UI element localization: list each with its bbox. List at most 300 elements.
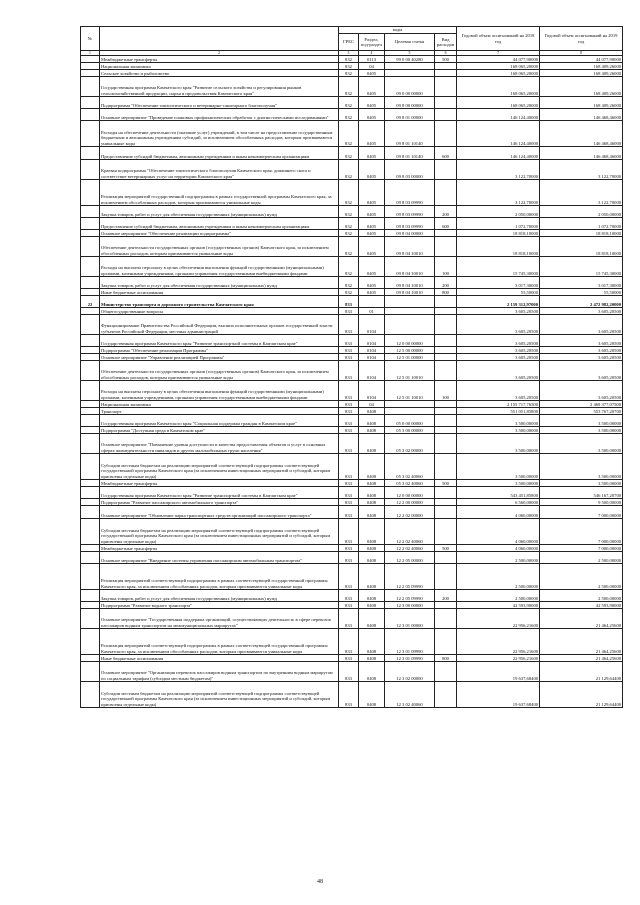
row-razdel: 0408 [359,480,385,487]
row-number [81,147,100,160]
table-row [81,160,623,180]
table-row [81,77,623,97]
row-amount-2019: 146 468,46000 [540,147,623,160]
row-expense-type [435,519,457,545]
row-grbs: 833 [339,487,359,499]
row-expense-type [435,109,457,121]
row-razdel: 0104 [359,361,385,381]
row-name: Основное мероприятие "Организация перевозок пассажиров водным транспортом по внутренним водным маршрутам по социальным тарифам (субсидии местным бюджетам)" [100,662,339,682]
table-row [81,427,623,434]
row-amount-2019: 3 500,00000 [540,415,623,427]
row-target-article [385,315,435,335]
row-target-article: 12 3 01 09990 [385,655,435,662]
row-amount-2018: 3 500,00000 [457,415,540,427]
row-razdel: 0408 [359,427,385,434]
row-target-article: 12 5 00 00000 [385,347,435,354]
row-name: Предоставление субсидий бюджетным, автономным учреждениям и иным некоммерческим организациям [100,147,339,160]
table-row [81,289,623,296]
row-razdel: 0104 [359,315,385,335]
row-amount-2019: 146 468,46000 [540,121,623,147]
row-amount-2018: 551 051,85800 [457,408,540,415]
row-razdel: 0405 [359,206,385,218]
row-expense-type [435,602,457,609]
table-row [81,590,623,602]
row-amount-2018: 146 124,40000 [457,147,540,160]
row-amount-2019: 3 500,00000 [540,427,623,434]
row-grbs: 833 [339,662,359,682]
row-name: Государственная программа Камчатского края "Развитие транспортной системы в Камчатском крае" [100,487,339,499]
row-name: Краевая подпрограмма "Обеспечение эпизоотического благополучия Камчатского края, домашнего скота и соответствие ветеринарных услуг на территории Камчатского края" [100,160,339,180]
row-amount-2019: 3 122,70000 [540,180,623,206]
row-amount-2019: 3 605,20500 [540,335,623,347]
row-razdel: 0408 [359,408,385,415]
row-amount-2019: 55,50000 [540,289,623,296]
row-name: Иные бюджетные ассигнования [100,289,339,296]
row-amount-2018: 2 050,00000 [457,206,540,218]
row-amount-2019: 146 468,46000 [540,109,623,121]
row-name: Закупка товаров, работ и услуг для обеспечения государственных (муниципальных) нужд [100,206,339,218]
row-name: Подпрограмма "Развитие пассажирского автомобильного транспорта" [100,499,339,506]
row-expense-type [435,487,457,499]
row-target-article: 12 3 01 00000 [385,609,435,629]
row-number [81,361,100,381]
table-row [81,335,623,347]
row-amount-2018: 22 956,21600 [457,655,540,662]
header-csr: Целевая статья [385,34,435,51]
table-row [81,434,623,454]
row-amount-2019: 7 000,00000 [540,506,623,519]
row-grbs: 833 [339,427,359,434]
column-index: 7 [457,51,540,56]
row-number [81,408,100,415]
row-expense-type: 200 [435,206,457,218]
row-name: Сельское хозяйство и рыболовство [100,70,339,77]
row-target-article: 12 2 00 00000 [385,499,435,506]
row-grbs: 832 [339,237,359,257]
row-target-article: 09 8 03 09990 [385,206,435,218]
row-expense-type [435,160,457,180]
row-name: Обеспечение деятельности государственных органов (государственных органов) Камчатского края, за исключением обособленных расходов, которым присваиваются уникальные коды [100,237,339,257]
row-razdel: 0408 [359,415,385,427]
row-grbs: 832 [339,277,359,289]
row-amount-2018: 3 500,00000 [457,427,540,434]
row-grbs: 833 [339,499,359,506]
row-name: Национальная экономика [100,63,339,70]
row-grbs: 832 [339,218,359,230]
row-expense-type: 100 [435,257,457,277]
row-expense-type [435,662,457,682]
row-target-article: 12 2 02 40060 [385,545,435,552]
row-expense-type [435,506,457,519]
page-number: 48 [317,879,323,885]
row-target-article [385,408,435,415]
row-amount-2018: 3 605,20500 [457,381,540,401]
row-amount-2018: 3 017,30000 [457,277,540,289]
row-number [81,218,100,230]
row-amount-2018: 6 560,00000 [457,499,540,506]
row-grbs: 832 [339,180,359,206]
row-expense-type: 500 [435,56,457,63]
row-razdel: 0408 [359,629,385,655]
row-number [81,662,100,682]
row-amount-2018: 4 060,00000 [457,545,540,552]
row-razdel: 0104 [359,347,385,354]
row-name: Функционирование Правительства Российской Федерации, высших исполнительных органов государственной власти субъектов Российской Федерации, местных администраций [100,315,339,335]
row-amount-2019: 3 605,20500 [540,308,623,315]
row-number [81,77,100,97]
row-name: Расходы на обеспечение деятельности (оказание услуг) учреждений, в том числе на предоставление государственным бюджетным и автономным учреждениям субсидий, за исключением обособленных расходов, которым присваиваются уникальные коды [100,121,339,147]
row-amount-2019: 2 500,00000 [540,564,623,590]
row-grbs: 833 [339,480,359,487]
row-amount-2019: 21 464,25600 [540,655,623,662]
row-target-article [385,296,435,308]
row-number [81,70,100,77]
column-index: 3 [339,51,359,56]
row-number [81,602,100,609]
table-row [81,296,623,308]
row-grbs: 833 [339,315,359,335]
row-name: Основное мероприятие "Проведение плановых профилактических обработок с диагностическими исследованиями" [100,109,339,121]
row-name: Межбюджетные трансферты [100,480,339,487]
header-name-blank [100,27,339,51]
row-razdel: 04 [359,63,385,70]
row-grbs: 833 [339,506,359,519]
row-target-article: 05 3 02 00000 [385,434,435,454]
table-row [81,354,623,361]
row-amount-2018: 3 605,20500 [457,347,540,354]
row-number [81,160,100,180]
column-index: 6 [435,51,457,56]
row-amount-2019: 2 469 377,07500 [540,401,623,408]
row-number [81,499,100,506]
row-amount-2019: 2 500,00000 [540,552,623,564]
row-number [81,487,100,499]
table-row [81,180,623,206]
row-razdel: 01 [359,308,385,315]
row-expense-type [435,682,457,708]
row-razdel: 04 [359,401,385,408]
row-amount-2018: 2 500,00000 [457,552,540,564]
row-amount-2019: 21 129,64400 [540,662,623,682]
row-name: Межбюджетные трансферты [100,545,339,552]
row-amount-2019: 7 000,00000 [540,519,623,545]
row-expense-type [435,335,457,347]
row-amount-2018: 2 159 312,97000 [457,296,540,308]
row-target-article [385,70,435,77]
row-target-article: 09 8 01 10140 [385,147,435,160]
column-index: 2 [100,51,339,56]
row-amount-2019: 3 605,20500 [540,381,623,401]
row-grbs: 833 [339,361,359,381]
row-number [81,427,100,434]
row-amount-2019: 18 818,10000 [540,230,623,237]
row-number [81,121,100,147]
row-grbs: 833 [339,381,359,401]
row-name: Субсидии местным бюджетам на реализацию мероприятий соответствующей подпрограммы соответствующей государственной программы Камчатского края (за исключением инвестиционных мероприятий и субсидий, которым присвоены отдельные коды) [100,682,339,708]
row-amount-2018: 19 637,68400 [457,662,540,682]
row-number [81,315,100,335]
row-target-article: 09 8 04 10010 [385,237,435,257]
column-index: 8 [540,51,623,56]
row-name: Национальная экономика [100,401,339,408]
row-amount-2018: 55,50000 [457,289,540,296]
row-grbs: 833 [339,552,359,564]
row-amount-2019: 3 500,00000 [540,480,623,487]
row-amount-2018: 3 605,20500 [457,361,540,381]
row-target-article: 12 2 05 00000 [385,552,435,564]
row-amount-2018: 3 500,00000 [457,454,540,480]
row-razdel: 0405 [359,109,385,121]
row-razdel: 0408 [359,499,385,506]
row-razdel: 0408 [359,655,385,662]
table-row [81,315,623,335]
row-name: Государственная программа Камчатского края "Развитие транспортной системы в Камчатском крае" [100,335,339,347]
row-expense-type [435,296,457,308]
table-row [81,308,623,315]
row-amount-2018: 18 818,10000 [457,230,540,237]
row-number [81,277,100,289]
row-grbs: 833 [339,545,359,552]
row-name: Предоставление субсидий бюджетным, автономным учреждениям и иным некоммерческим организациям [100,218,339,230]
row-name: Реализация мероприятий государственной подпрограммы в рамках государственной программы Камчатского края, за исключением обособленных расходов, которым присваиваются уникальные коды [100,180,339,206]
row-grbs: 833 [339,609,359,629]
row-amount-2019: 2 500,00000 [540,590,623,602]
row-amount-2018: 2 500,00000 [457,564,540,590]
row-amount-2018: 22 956,21600 [457,609,540,629]
row-amount-2019: 18 818,10000 [540,237,623,257]
row-amount-2019: 3 017,30000 [540,277,623,289]
table-row [81,237,623,257]
row-name: Основное мероприятие "Обновление парка транспортных средств организаций пассажирского транспорта" [100,506,339,519]
row-name: Государственная программа Камчатского края "Развитие сельского хозяйства и регулирования рынков сельскохозяйственной продукции, сырья и продовольствия Камчатского края" [100,77,339,97]
header-no: № [81,27,100,51]
table-row [81,454,623,480]
row-target-article: 12 3 02 00000 [385,662,435,682]
row-razdel: 0408 [359,609,385,629]
row-expense-type: 600 [435,147,457,160]
row-amount-2018: 3 122,70000 [457,160,540,180]
row-target-article: 12 0 00 00000 [385,335,435,347]
row-amount-2019: 3 122,70000 [540,160,623,180]
row-target-article: 09 0 00 00000 [385,77,435,97]
row-razdel: 0405 [359,97,385,109]
row-expense-type [435,361,457,381]
header-2019: Годовой объем ассигнований на 2019 год [540,27,623,51]
row-razdel: 0405 [359,257,385,277]
row-grbs: 833 [339,434,359,454]
row-target-article: 12 2 05 09990 [385,590,435,602]
row-target-article: 09 8 04 10010 [385,257,435,277]
row-expense-type [435,230,457,237]
row-razdel: 0408 [359,545,385,552]
row-grbs: 833 [339,347,359,354]
row-number [81,109,100,121]
table-row [81,218,623,230]
row-name: Транспорт [100,408,339,415]
row-amount-2019: 1 072,70000 [540,218,623,230]
row-name: Межбюджетные трансферты [100,56,339,63]
row-expense-type [435,347,457,354]
row-grbs: 833 [339,682,359,708]
row-grbs: 832 [339,109,359,121]
row-number [81,230,100,237]
row-target-article: 09 8 04 10010 [385,277,435,289]
row-amount-2018: 543 451,85800 [457,487,540,499]
table-row [81,257,623,277]
row-amount-2019: 553 767,20700 [540,408,623,415]
row-number [81,97,100,109]
row-amount-2018: 22 956,21600 [457,629,540,655]
row-expense-type: 200 [435,590,457,602]
header-codes: коды [339,27,457,34]
row-number [81,506,100,519]
row-amount-2019: 7 000,00000 [540,545,623,552]
row-number [81,415,100,427]
row-razdel: 0408 [359,564,385,590]
row-expense-type: 500 [435,480,457,487]
row-amount-2018: 3 500,00000 [457,480,540,487]
row-expense-type [435,180,457,206]
row-razdel: 0408 [359,662,385,682]
row-target-article: 09 8 01 00000 [385,109,435,121]
row-amount-2019: 21 464,25600 [540,629,623,655]
row-name: Основное мероприятие "Государственная поддержка организаций, осуществляющих деятельность в сфере перевозок пассажиров водным транспортом на межмуниципальных маршрутах" [100,609,339,629]
row-target-article: 12 2 02 00000 [385,506,435,519]
row-target-article: 09 8 00 00000 [385,97,435,109]
table-row [81,97,623,109]
row-grbs: 833 [339,629,359,655]
row-name: Основное мероприятие "Управление реализацией Программы" [100,354,339,361]
table-row [81,230,623,237]
row-amount-2018: 168 065,20000 [457,70,540,77]
row-amount-2019: 168 409,26000 [540,97,623,109]
row-expense-type [435,77,457,97]
row-razdel: 0408 [359,454,385,480]
table-row [81,277,623,289]
row-target-article: 12 3 01 09990 [385,629,435,655]
row-grbs: 832 [339,97,359,109]
row-number [81,564,100,590]
row-number [81,434,100,454]
row-amount-2019: 21 129,64400 [540,682,623,708]
row-razdel: 0405 [359,218,385,230]
row-amount-2019: 168 409,26000 [540,63,623,70]
row-expense-type [435,354,457,361]
row-target-article [385,308,435,315]
row-name: Подпрограмма "Развитие водного транспорта" [100,602,339,609]
row-razdel: 0405 [359,289,385,296]
row-amount-2018: 168 065,20000 [457,63,540,70]
row-expense-type [435,434,457,454]
row-amount-2018: 42 593,90000 [457,602,540,609]
row-expense-type [435,63,457,70]
table-row [81,629,623,655]
row-target-article: 99 0 00 40280 [385,56,435,63]
row-name: Расходы на выплаты персоналу в целях обеспечения выполнения функций государственными (муниципальными) органами, казенными учреждениями, органами управления государственными внебюджетными фондами [100,257,339,277]
table-row [81,347,623,354]
row-grbs: 833 [339,519,359,545]
row-number [81,480,100,487]
row-name: Подпрограмма "Обеспечение эпизоотического и ветеринарно-санитарного благополучия" [100,97,339,109]
row-razdel: 0104 [359,335,385,347]
row-name: Закупка товаров, работ и услуг для обеспечения государственных (муниципальных) нужд [100,590,339,602]
row-amount-2019: 3 605,20500 [540,354,623,361]
row-razdel: 0408 [359,506,385,519]
row-razdel [359,296,385,308]
row-amount-2019: 3 605,20500 [540,315,623,335]
row-name: Расходы на выплаты персоналу в целях обеспечения выполнения функций государственными (муниципальными) органами, казенными учреждениями, органами управления государственными внебюджетными фондами [100,381,339,401]
row-number [81,381,100,401]
row-razdel: 0104 [359,354,385,361]
table-row [81,655,623,662]
row-name: Реализация мероприятий соответствующей подпрограммы в рамках соответствующей государственной программы Камчатского края, за исключением обособленных расходов, которым присваиваются уникальные коды [100,564,339,590]
row-amount-2019: 2 472 982,20000 [540,296,623,308]
row-amount-2018: 2 500,00000 [457,590,540,602]
row-name: Основное мероприятие "Обеспечение реализации подпрограммы" [100,230,339,237]
row-number [81,180,100,206]
row-grbs: 832 [339,147,359,160]
table-row [81,499,623,506]
row-name: Реализация мероприятий соответствующей подпрограммы в рамках соответствующей государственной программы Камчатского края, за исключением обособленных расходов, которым присваиваются уникальные коды [100,629,339,655]
row-amount-2019: 44 077,90000 [540,56,623,63]
table-row [81,487,623,499]
row-razdel: 0405 [359,237,385,257]
row-number [81,655,100,662]
row-razdel: 0405 [359,277,385,289]
row-number [81,206,100,218]
row-expense-type: 800 [435,655,457,662]
row-razdel: 0408 [359,487,385,499]
table-row [81,506,623,519]
row-target-article: 12 3 02 40060 [385,682,435,708]
row-razdel: 0408 [359,602,385,609]
row-amount-2019: 168 409,26000 [540,70,623,77]
row-name: Обеспечение деятельности государственных органов (государственных органов) Камчатского края, за исключением обособленных расходов, которым присваиваются уникальные коды [100,361,339,381]
row-expense-type: 200 [435,277,457,289]
row-amount-2018: 18 818,10000 [457,237,540,257]
row-grbs: 833 [339,564,359,590]
row-expense-type [435,629,457,655]
table-row [81,56,623,63]
row-grbs: 833 [339,415,359,427]
table-row [81,415,623,427]
row-razdel: 0405 [359,230,385,237]
row-expense-type: 800 [435,289,457,296]
row-grbs: 832 [339,70,359,77]
row-target-article: 09 8 03 09990 [385,180,435,206]
table-row [81,480,623,487]
row-razdel: 0113 [359,56,385,63]
row-expense-type [435,237,457,257]
row-number [81,308,100,315]
row-amount-2019: 3 605,20500 [540,361,623,381]
row-amount-2019: 2 050,00000 [540,206,623,218]
row-expense-type [435,499,457,506]
row-target-article [385,401,435,408]
row-number [81,237,100,257]
row-number [81,545,100,552]
row-target-article: 05 3 02 40060 [385,454,435,480]
row-name: Подпрограмма "Обеспечение реализации Программы" [100,347,339,354]
row-amount-2018: 3 500,00000 [457,434,540,454]
table-row [81,662,623,682]
row-grbs: 832 [339,121,359,147]
table-header [81,27,623,56]
row-expense-type [435,454,457,480]
table-row [81,552,623,564]
row-expense-type [435,564,457,590]
row-number [81,354,100,361]
